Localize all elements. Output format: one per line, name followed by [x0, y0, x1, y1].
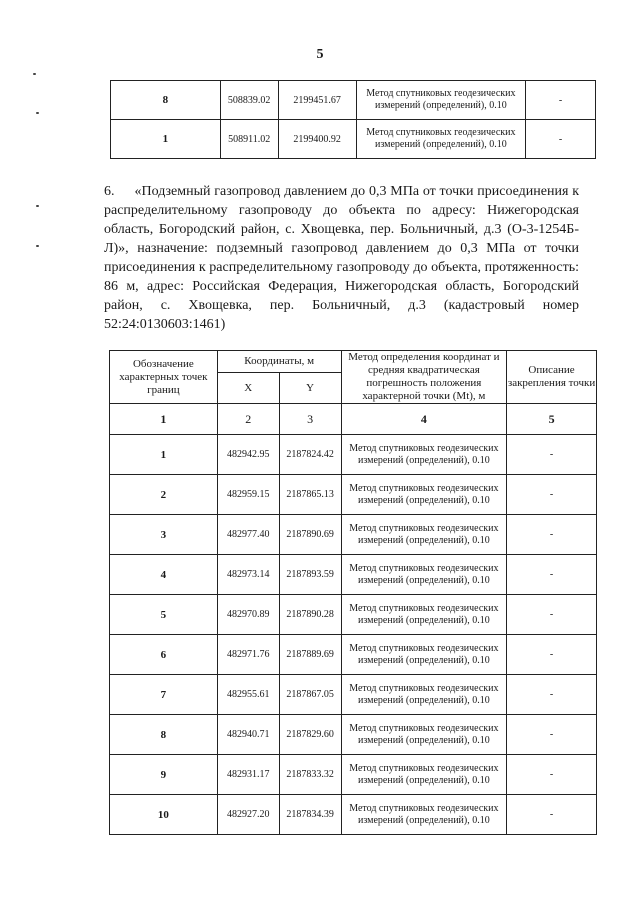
table-row — [110, 795, 597, 835]
point-number-cell: 5 — [110, 595, 218, 635]
column-number-row — [110, 404, 597, 435]
x-coordinate-cell: 482971.76 — [217, 635, 279, 675]
x-coordinate-cell: 482977.40 — [217, 515, 279, 555]
x-coordinate-cell: 482942.95 — [217, 435, 279, 475]
point-number-cell: 2 — [110, 475, 218, 515]
method-cell: Метод спутниковых геодезических измерений (определений), 0.10 — [341, 675, 507, 715]
description-cell: - — [507, 755, 597, 795]
table-row — [110, 435, 597, 475]
description-cell: - — [507, 515, 597, 555]
method-cell: Метод спутниковых геодезических измерений (определений), 0.10 — [341, 555, 507, 595]
header-point-designation: Обозначение характерных точек границ — [110, 351, 218, 404]
x-coordinate-cell: 482959.15 — [217, 475, 279, 515]
method-cell: Метод спутниковых геодезических измерений (определений), 0.10 — [341, 595, 507, 635]
y-coordinate-cell: 2187890.69 — [279, 515, 341, 555]
point-number-cell: 10 — [110, 795, 218, 835]
boundary-points-table — [109, 350, 597, 835]
x-coordinate-cell: 482973.14 — [217, 555, 279, 595]
method-cell: Метод спутниковых геодезических измерений (определений), 0.10 — [341, 635, 507, 675]
y-coordinate-cell: 2187890.28 — [279, 595, 341, 635]
y-coordinate-cell: 2199451.67 — [278, 81, 356, 120]
x-coordinate-cell: 508911.02 — [220, 120, 278, 159]
paragraph-number: 6. — [104, 184, 115, 199]
column-number: 2 — [217, 404, 279, 435]
description-cell: - — [507, 795, 597, 835]
paragraph-text: «Подземный газопровод давлением до 0,3 МПа от точки присоединения к распределительному газопроводу до объекта по адресу: Нижегородская область, Богородский район, с. Хвощевка, пер. Больничный, д.3 (О-3-1254Б-Л)», назначение: подземный газопровод давлением до 0,3 МПа от точки присоединения к распределительному газопроводу до объекта, протяженность: 86 м, адрес: Российская Федерация, Нижегородская область, Богородский район, с. Хвощевка, пер. Больничный, д.3 (кадастровый номер 52:24:0130603:1461) — [104, 184, 579, 332]
scan-mark — [36, 245, 39, 247]
method-cell: Метод спутниковых геодезических измерений (определений), 0.10 — [341, 435, 507, 475]
column-number: 4 — [341, 404, 507, 435]
method-cell: Метод спутниковых геодезических измерений (определений), 0.10 — [341, 515, 507, 555]
table-row — [110, 595, 597, 635]
method-cell: Метод спутниковых геодезических измерений (определений), 0.10 — [341, 755, 507, 795]
column-number: 5 — [507, 404, 597, 435]
header-x: X — [217, 373, 279, 404]
table-row — [110, 715, 597, 755]
description-cell: - — [507, 675, 597, 715]
page-number: 5 — [316, 47, 324, 62]
y-coordinate-cell: 2187867.05 — [279, 675, 341, 715]
method-cell: Метод спутниковых геодезических измерений (определений), 0.10 — [341, 715, 507, 755]
table-row — [111, 120, 596, 159]
header-coordinates: Координаты, м — [217, 351, 341, 373]
header-description: Описание закрепления точки — [507, 351, 597, 404]
y-coordinate-cell: 2199400.92 — [278, 120, 356, 159]
method-cell: Метод спутниковых геодезических измерений (определений), 0.10 — [341, 795, 507, 835]
method-cell: Метод спутниковых геодезических измерений (определений), 0.10 — [356, 120, 526, 159]
description-cell: - — [507, 435, 597, 475]
scan-mark — [33, 73, 36, 75]
method-cell: Метод спутниковых геодезических измерений (определений), 0.10 — [341, 475, 507, 515]
point-number-cell: 4 — [110, 555, 218, 595]
column-number: 3 — [279, 404, 341, 435]
scan-mark — [36, 112, 39, 114]
x-coordinate-cell: 482970.89 — [217, 595, 279, 635]
x-coordinate-cell: 482927.20 — [217, 795, 279, 835]
table-row — [110, 675, 597, 715]
x-coordinate-cell: 508839.02 — [220, 81, 278, 120]
y-coordinate-cell: 2187893.59 — [279, 555, 341, 595]
point-number-cell: 1 — [110, 435, 218, 475]
table-row — [110, 515, 597, 555]
table-row — [110, 635, 597, 675]
section-paragraph — [104, 182, 579, 334]
top-coordinates-table — [110, 80, 596, 159]
header-y: Y — [279, 373, 341, 404]
y-coordinate-cell: 2187889.69 — [279, 635, 341, 675]
description-cell: - — [507, 715, 597, 755]
point-number-cell: 6 — [110, 635, 218, 675]
scan-mark — [36, 205, 39, 207]
description-cell: - — [526, 81, 596, 120]
description-cell: - — [507, 475, 597, 515]
method-cell: Метод спутниковых геодезических измерений (определений), 0.10 — [356, 81, 526, 120]
description-cell: - — [526, 120, 596, 159]
x-coordinate-cell: 482955.61 — [217, 675, 279, 715]
y-coordinate-cell: 2187824.42 — [279, 435, 341, 475]
point-number-cell: 9 — [110, 755, 218, 795]
point-number-cell: 8 — [111, 81, 221, 120]
y-coordinate-cell: 2187865.13 — [279, 475, 341, 515]
point-number-cell: 1 — [111, 120, 221, 159]
description-cell: - — [507, 635, 597, 675]
y-coordinate-cell: 2187834.39 — [279, 795, 341, 835]
description-cell: - — [507, 595, 597, 635]
table-row — [110, 555, 597, 595]
x-coordinate-cell: 482931.17 — [217, 755, 279, 795]
y-coordinate-cell: 2187829.60 — [279, 715, 341, 755]
x-coordinate-cell: 482940.71 — [217, 715, 279, 755]
table-row — [110, 475, 597, 515]
table-row — [111, 81, 596, 120]
description-cell: - — [507, 555, 597, 595]
header-method: Метод определения координат и средняя квадратическая погрешность положения характерной точки (Mt), м — [341, 351, 507, 404]
column-number: 1 — [110, 404, 218, 435]
point-number-cell: 8 — [110, 715, 218, 755]
point-number-cell: 7 — [110, 675, 218, 715]
table-row — [110, 755, 597, 795]
point-number-cell: 3 — [110, 515, 218, 555]
y-coordinate-cell: 2187833.32 — [279, 755, 341, 795]
